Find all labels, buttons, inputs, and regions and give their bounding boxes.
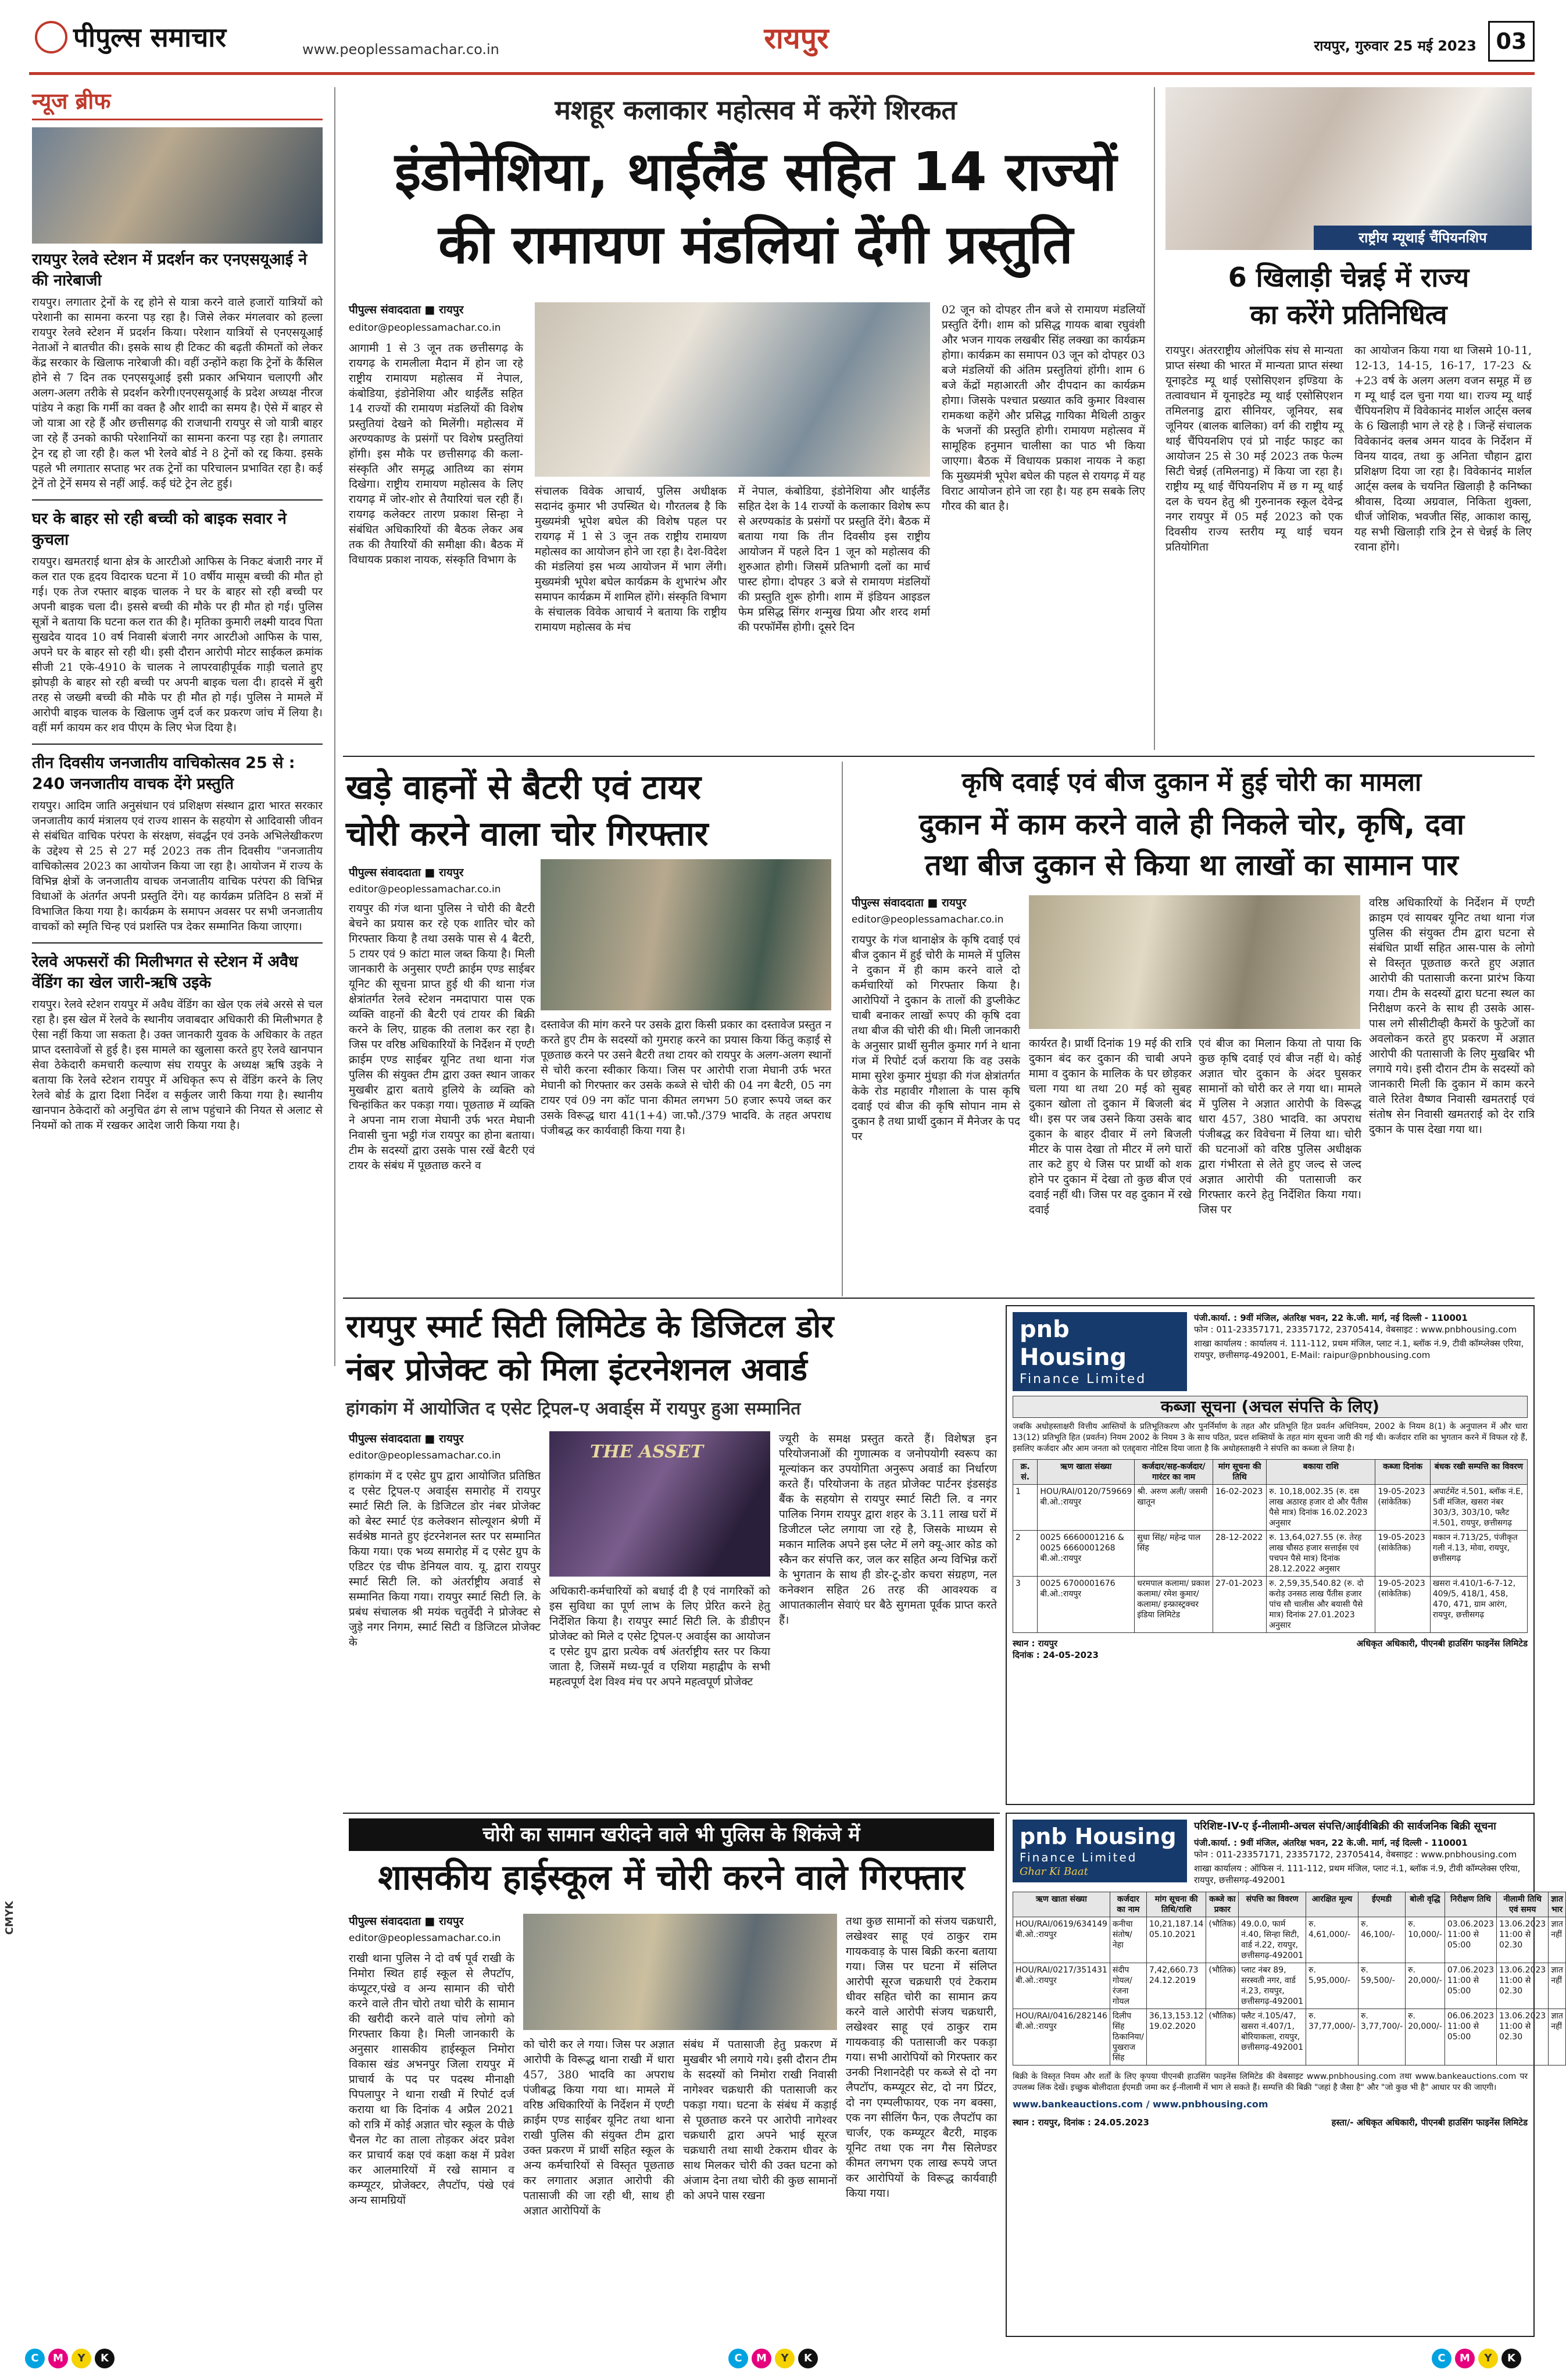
table-row <box>1013 1531 1528 1577</box>
table-cell: 1 <box>1013 1485 1038 1531</box>
pnb-branch-line: शाखा कार्यालय : कार्यालय नं. 111-112, प्रथम मंजिल, प्लाट नं.1, ब्लॉक नं.9, टीवी कॉम्प्लेक्स एरिया, रायपुर, छत्तीसगढ़-492001, E-Mail: raipur@pnbhousing.com <box>1194 1338 1524 1360</box>
cmyk-c: C <box>25 2349 45 2368</box>
table-cell: रु. 3,77,700/- <box>1358 2009 1406 2065</box>
brief-divider-3 <box>32 942 323 944</box>
pnb-brand-sub-2: Finance Limited <box>1020 1850 1138 1864</box>
paper-name: पीपुल्स समाचार <box>73 22 227 53</box>
paper-logo <box>35 19 279 56</box>
table-cell: रु. 4,61,000/- <box>1306 1917 1358 1963</box>
table-row <box>1013 1963 1566 2009</box>
pnb-auction-table <box>1013 1892 1566 2065</box>
table-cell: रु. 46,100/- <box>1358 1917 1406 1963</box>
dateline: रायपुर, गुरुवार 25 मई 2023 <box>1314 38 1476 54</box>
muay-thai-body-col2: का आयोजन किया गया था जिसमे 10-11, 12-13, 14-15, 16-17, 17-23 & +23 वर्ष के अलग अलग वजन समूह में छ ग म्यू थाई दल चुना गया था। राज्य म्यू थाई चैंपियनशिप में विवेकानंद मार्शल आर्ट्स क्लब के 6 खिलाड़ी भाग ले रहे है । जिन्हें संचालक विवेकानंद क्लब अमन यादव के निर्देशन में विनय यादव, तथा कु अनिता चौहान द्वारा प्रशिक्षण दिया जा रहा है। विवेकानंद मार्शल आर्ट्स क्लब के चयनित खिलाड़ी है कनिष्का श्रीवास, दिव्या अग्रवाल, निकिता शुक्ला, धीर्ज जोशिक, भवजीत सिंह, आकाश कासू, यह सभी खिलाड़ी रात्रि ट्रेन से चेन्नई के लिए रवाना होंगे। <box>1354 344 1532 553</box>
table-cell: 0025 6700001676 बी.ओ.:रायपुर <box>1038 1577 1135 1633</box>
battery-headline-2: चोरी करने वाला चोर गिरफ्तार <box>346 814 709 853</box>
cmyk-c: C <box>728 2349 748 2368</box>
table-cell: रु. 37,77,000/- <box>1306 2009 1358 2065</box>
muay-thai-headline-1: 6 खिलाड़ी चेन्नई में राज्य <box>1228 262 1470 293</box>
table-cell: रु. 20,000/- <box>1406 2009 1445 2065</box>
agri-byline: पीपुल्स संवाददाता ■ रायपुर <box>852 896 967 909</box>
agri-headline-1: कृषि दवाई एवं बीज दुकान में हुई चोरी का मामला <box>961 767 1422 797</box>
pnb-notice-title: कब्जा सूचना (अचल संपत्ति के लिए) <box>1013 1396 1528 1418</box>
agri-headline-2: दुकान में काम करने वाले ही निकले चोर, कृषि, दवा <box>919 807 1464 841</box>
smart-city-body-col2: अधिकारी-कर्मचारियों को बधाई दी है एवं नागरिकों को इस सुविधा का पूर्ण लाभ के लिए प्रेरित करने हेतु निर्देशित किया है। रायपुर स्मार्ट सिटी लि. के डीडीएन प्रोजेक्ट को मिले द एसेट ट्रिपल-ए अवार्ड्स का आयोजन द एसेट ग्रुप द्वारा प्रत्येक वर्ष अंतर्राष्ट्रीय स्तर पर किया जाता है, जिसमें मध्य-पूर्व व एशिया महाद्वीप के सभी महत्वपूर्ण देश विश्व मंच पर अपने महत्वपूर्ण प्रोजेक्ट <box>549 1585 770 1688</box>
ramayan-body-col1: आगामी 1 से 3 जून तक छत्तीसगढ़ के रायगढ़ के रामलीला मैदान में होन जा रहे राष्ट्रीय रामायण महोत्सव में नेपाल, कंबोडिया, इंडोनेशिया और थाईलैंड सहित 14 राज्यों की रामायण मंडलियों की विशेष प्रस्तुतियां देखने को मिलेंगी। महोत्सव में अरण्यकाण्ड के प्रसंगों पर विशेष प्रस्तुतियां होंगी। इस मौके पर छत्तीसगढ़ की कला-संस्कृति और समृद्ध आतिथ्य का संगम दिखेगा। राष्ट्रीय रामायण महोत्सव के लिए रायगढ़ में जोर-शोर से तैयारियां चल रही हैं। रायगढ़ कलेक्टर तारण प्रकाश सिन्हा ने संबंधित अधिकारियों की बैठक लेकर अब तक की तैयारियों की समीक्षा की। बैठक में विधायक प्रकाश नायक, संस्कृति विभाग के <box>349 342 523 566</box>
table-cell: रु. 13,64,027.55 (रु. तेरह लाख चौसठ हजार सत्ताईस एवं पचपन पैसे मात्र) दिनांक 28.12.2022 अनुसार <box>1267 1531 1375 1577</box>
pnb-brand-1: pnb Housing <box>1020 1316 1127 1371</box>
battery-headline-1: खड़े वाहनों से बैटरी एवं टायर <box>346 767 701 807</box>
cmyk-k: K <box>95 2349 115 2368</box>
table-cell: 27-01-2023 <box>1213 1577 1266 1633</box>
column-separator-left <box>334 87 335 1366</box>
pnb2-th-increment: बोली वृद्धि <box>1406 1892 1445 1917</box>
table-cell: 13.06.2023 11:00 से 02.30 <box>1497 1963 1549 2009</box>
table-cell: (भौतिक) <box>1206 2009 1239 2065</box>
table-cell: 03.06.2023 11:00 से 05:00 <box>1445 1917 1496 1963</box>
cmyk-marks-left <box>23 2349 116 2368</box>
table-cell: 10,21,187.14 05.10.2021 <box>1146 1917 1206 1963</box>
agri-body-col1: रायपुर के गंज थानाक्षेत्र के कृषि दवाई एवं बीज दुकान में हुई चोरी के मामले में पुलिस ने दुकान में ही काम करने वाले दो कर्मचारियों को गिरफ्तार किया है। आरोपियों ने दुकान के तालों की डुप्लीकेट चाबी बनाकर लाखों रूपए की कृषि दवा तथा बीज की चोरी की थी। मिली जानकारी के अनुसार प्रार्थी सुनील कुमार गर्ग ने थाना गंज में रिपोर्ट दर्ज कराया कि वह उसके मामा सुरेश कुमार मुंधड़ा की गंज क्षेत्रांतर्गत केके रोड महावीर गौशाला के पास कृषि दवाई एवं बीज की कृषि सोपान नाम से दुकान है तथा प्रार्थी दुकान में मैनेजर के पद पर <box>852 934 1020 1143</box>
table-cell: 7,42,660.73 24.12.2019 <box>1146 1963 1206 2009</box>
ramayan-headline-2: की रामायण मंडलियां देंगी प्रस्तुति <box>438 213 1073 276</box>
battery-accused-photo <box>541 859 831 1010</box>
table-cell: 3 <box>1013 1577 1038 1633</box>
pnb1-th-property: बंधक रखी सम्पत्ति का विवरण <box>1430 1460 1527 1485</box>
brief-headline-2: घर के बाहर सो रही बच्ची को बाइक सवार ने कुचला <box>32 510 287 549</box>
agri-seized-goods-photo <box>1029 895 1360 1029</box>
pnb2-place: स्थान : रायपुर, दिनांक : 24.05.2023 <box>1013 2117 1149 2128</box>
battery-email[interactable]: editor@peoplessamachar.co.in <box>349 884 501 895</box>
table-row <box>1013 1577 1528 1633</box>
table-cell: अपार्टमेंट नं.501, ब्लॉक नं.E, 5वीं मंजिल, खसरा नंबर 303/3, 303/10, फ्लैट नं.501, रायपुर, छत्तीसगढ़ <box>1430 1485 1527 1531</box>
cmyk-y: Y <box>1478 2349 1498 2368</box>
cmyk-c: C <box>1432 2349 1451 2368</box>
pnb-tagline: Ghar Ki Baat <box>1020 1866 1088 1878</box>
website-url[interactable]: www.peoplessamachar.co.in <box>302 41 499 58</box>
table-cell: 19-05-2023 (सांकेतिक) <box>1375 1531 1430 1577</box>
table-cell: ज्ञात नहीं <box>1549 1917 1566 1963</box>
brief-headline-3: तीन दिवसीय जनजातीय वाचिकोत्सव 25 से : 240 जनजातीय वाचक देंगे प्रस्तुति <box>32 754 295 793</box>
table-cell: ज्ञात नहीं <box>1549 2009 1566 2065</box>
table-cell: रु. 10,000/- <box>1406 1917 1445 1963</box>
ramayan-body-col3: में नेपाल, कंबोडिया, इंडोनेशिया और थाईलैंड सहित देश के 14 राज्यों के कलाकार विशेष रूप से अरण्यकांड के प्रसंगों पर प्रस्तुति देंगे। बैठक में बताया गया कि तीन दिवसीय इस राष्ट्रीय आयोजन में पहले दिन 1 जून को महोत्सव की शुरुआत होगी। जिसमें प्रतिभागी दलों का मार्च पास्ट होगा। दोपहर 3 बजे से रामायण मंडलियों की प्रस्तुति शुरू होगी। शाम में इंडियन आइडल फेम प्रसिद्ध सिंगर शन्मुख प्रिया और शरद शर्मा की परफॉर्मेंस होगी। दूसरे दिन <box>738 485 930 634</box>
table-cell: 2 <box>1013 1531 1038 1577</box>
cmyk-marks-center <box>727 2349 820 2368</box>
table-cell: 0025 6660001216 & 0025 6660001268 बी.ओ.:रायपुर <box>1038 1531 1135 1577</box>
pnb2-th-borrower: कर्जदार का नाम <box>1110 1892 1146 1917</box>
row-divider-2 <box>343 1298 1535 1299</box>
agri-body-col3: एवं बीज का मिलान किया तो पाया कि कुछ कृषि दवाई एवं बीज नहीं थे। कोई अज्ञात चोर दुकान के अंदर घुसकर सामानों को चोरी कर ले गया था। मामले में पुलिस ने अज्ञात आरोपी के विरूद्ध धारा 457, 380 भादवि. का अपराध पंजीबद्ध कर विवेचना में लिया था। चोरी की घटनाओं को वरिष्ठ पुलिस अधीक्षक द्वारा गंभीरता से लेते हुए जल्द से जल्द अज्ञात आरोपी की पतासाजी कर गिरफ्तार करने हेतु निर्देशित किया गया। जिस पर <box>1199 1037 1361 1216</box>
pnb-possession-table <box>1013 1459 1528 1633</box>
smart-city-subheadline: हांगकांग में आयोजित द एसेट ट्रिपल-ए अवार्ड्स में रायपुर हुआ सम्मानित <box>346 1399 801 1419</box>
pnb-appendix-title: परिशिष्ट-IV-ए ई-नीलामी-अचल संपत्ति/आईवीबिक्री की सार्वजनिक बिक्री सूचना <box>1194 1820 1496 1832</box>
column-separator-mid <box>1154 87 1155 750</box>
city-name: रायपुर <box>764 22 829 55</box>
ramayan-body-col2: संचालक विवेक आचार्य, पुलिस अधीक्षक सदानंद कुमार भी उपस्थित थे। गौरतलब है कि मुख्यमंत्री भूपेश बघेल की विशेष पहल पर रायगढ़ में 1 से 3 जून तक राष्ट्रीय रामायण महोत्सव का आयोजन होने जा रहा है। देश-विदेश की मंडलियां इस भव्य आयोजन में भाग लेंगी। मुख्यमंत्री भूपेश बघेल कार्यक्रम के शुभारंभ और समापन कार्यक्रम में शामिल होंगे। संस्कृति विभाग के संचालक विवेक आचार्य ने बताया कि राष्ट्रीय रामायण महोत्सव के मंच <box>535 485 727 634</box>
table-row <box>1013 2009 1566 2065</box>
table-cell: HOU/RAI/0217/351431 बी.ओ.:रायपुर <box>1013 1963 1110 2009</box>
smart-city-headline-2: नंबर प्रोजेक्ट को मिला इंटरनेशनल अवार्ड <box>346 1351 807 1388</box>
table-cell: कनीचा संतोष/ नेहा <box>1110 1917 1146 1963</box>
pnb2-th-inspection: निरीक्षण तिथि <box>1445 1892 1496 1917</box>
row-divider-1 <box>343 756 1535 757</box>
pnb2-th-auction: नीलामी तिथि एवं समय <box>1497 1892 1549 1917</box>
table-cell: (भौतिक) <box>1206 1917 1239 1963</box>
table-cell: संदीप गोयल/ रंजना गोयल <box>1110 1963 1146 2009</box>
table-cell: 36,13,153.12 19.02.2020 <box>1146 2009 1206 2065</box>
table-cell: रु. 20,000/- <box>1406 1963 1445 2009</box>
pnb-possession-notice <box>1006 1305 1535 1805</box>
table-cell: दिलीप सिंह ठिकानिया/ पुखराज सिंह <box>1110 2009 1146 2065</box>
table-cell: रु. 59,500/- <box>1358 1963 1406 2009</box>
news-brief-column <box>32 87 323 2337</box>
pnb2-th-demand: मांग सूचना की तिथि/राशि <box>1146 1892 1206 1917</box>
pnb2-contact-line: फोन : 011-23357171, 23357172, 23705414, वेबसाइट : www.pnbhousing.com <box>1194 1849 1517 1860</box>
brief-headline-4: रेलवे अफसरों की मिलीभगत से स्टेशन में अवैध वेंडिंग का खेल जारी-ऋषि उइके <box>32 953 298 992</box>
paper-logo-circle-icon <box>35 21 67 53</box>
smart-city-body-col3: ज्यूरी के समक्ष प्रस्तुत करते हैं। विशेषज्ञ इन परियोजनाओं की गुणात्मक व जनोपयोगी स्वरूप का मूल्यांकन कर उपयोगिता अनुरूप अवार्ड का निर्धारण करते हैं। परियोजना के तहत प्रोजेक्ट पार्टनर इंडसइंड बैंक के सहयोग से रायपुर स्मार्ट सिटी लि. व नगर पालिक निगम रायपुर द्वारा शहर के 3.11 लाख घरों में डिजीटल प्लेट लगाया जा रहे है, जिसके माध्यम से मकान मालिक अपने इस प्लेट में लगे क्यू-आर कोड को स्कैन कर संपत्ति कर, जल कर सहित अन्य विभिन्न करों के भुगतान के साथ ही डोर-टू-डोर कचरा संग्रहण, नल कनेक्शन सहित 26 तरह की आवश्यक व आपातकालीन सेवाएं घर बैठे सुगमता पूर्वक प्राप्त करते हैं। <box>779 1432 997 1627</box>
ramayan-kicker: मशहूर कलाकार महोत्सव में करेंगे शिरकत <box>555 94 957 126</box>
cmyk-m: M <box>48 2349 68 2368</box>
pnb2-th-possession: कब्जे का प्रकार <box>1206 1892 1239 1917</box>
brief-body-2: रायपुर। खमतराई थाना क्षेत्र के आरटीओ आफिस के निकट बंजारी नगर में कल रात एक हृदय विदारक घटना में 10 वर्षीय मासूम बच्ची की मौत हो गई। एक तेज रफ्तार बाइक चालक ने घर के बाहर सो रही बच्ची पर अपनी बाइक चला दी। इससे बच्ची की मौके पर ही मौत हो गई। पुलिस सूत्रों ने बताया कि घटना कल रात की है। मृतिका कुमारी लक्ष्मी यादव पिता सुखदेव यादव 10 वर्ष निवासी बंजारी नगर आरटीओ आफिस के पास, अपने घर के बाहर सो रही थी। इसी दौरान आरोपी मोटर साईकल क्रमांक सीजी 21 एके-4910 के चालक ने लापरवाहीपूर्वक गाड़ी चलाते हुए झोपड़ी के बाहर सो रही बच्ची पर अपनी बाइक चला दी। हादसे में बुरी तरह से जख्मी बच्ची की मौके पर ही मौत हो गई। पुलिस ने मामले में आरोपी बाइक चालक के खिलाफ जुर्म दर्ज कर प्रकरण जांच में लिया है। वहीं मर्ग कायम कर शव पीएम के लिए भेज दिया है। <box>32 555 323 734</box>
pnb-office-line1: पंजी.कार्या. : 9वीं मंजिल, अंतरिक्ष भवन, 22 के.जी. मार्ग, नई दिल्ली - 110001 <box>1194 1313 1468 1323</box>
cmyk-m: M <box>1455 2349 1475 2368</box>
muay-thai-photo-caption: राष्ट्रीय म्यूथाई चैंपियनशिप <box>1314 226 1532 250</box>
agri-headline-3: तथा बीज दुकान से किया था लाखों का सामान पार <box>925 848 1458 882</box>
pnb2-th-loan: ऋण खाता संख्या <box>1013 1892 1110 1917</box>
brief-body-1: रायपुर। लगातार ट्रेनों के रद्द होने से यात्रा करने वाले हजारों यात्रियों को परेशानी का सामना करना पड़ रहा है। जिसे लेकर मंगलवार को हल्ला रायपुर रेलवे स्टेशन में प्रदर्शन किया। परेशान यात्रियों से एनएसयूआई नेताओं ने बातचीत की। इसके साथ ही टिकट की बढ़ती कीमतों को लेकर केंद्र सरकार के खिलाफ नारेबाजी की। वहीं उन्होंने कहा कि ट्रेनों के कैंसिल होने से 7 दिन तक एनएसयूआई इसी प्रकार अभियान चलाएगी और अलग-अलग तरीके से प्रदर्शन करेगी।एनएसयूआई के प्रदेश अध्यक्ष नीरज पांडेय ने कहा कि गर्मी का वक्त है और शादी का समय है। ऐसे में बाहर से जो यात्रा आ रहे हैं और छत्तीसगढ़ की राजधानी रायपुर से जो यात्री बाहर जा रहे हैं उनको काफी परेशानियों का सामना करना पड़ रहा है। लगातार ट्रेन रद्द हो जा रही है। कल भी रेलवे बोर्ड ने 8 ट्रेनों को रद्द किया. इसके पहले भी लगातार सप्ताह भर तक ट्रेनों का परिचालन प्रभावित रहा है। कई ट्रेनें तो ट्रेनें समय से नहीं आई. कई घंटे ट्रेन लेट हुई। <box>32 296 323 490</box>
cmyk-y: Y <box>71 2349 91 2368</box>
cmyk-y: Y <box>775 2349 795 2368</box>
pnb2-th-reserve: आरक्षित मूल्य <box>1306 1892 1358 1917</box>
pnb1-th-demand-date: मांग सूचना की तिथि <box>1213 1460 1266 1485</box>
table-row <box>1013 1917 1566 1963</box>
school-theft-accused-photo <box>523 1914 837 2030</box>
ramayan-email[interactable]: editor@peoplessamachar.co.in <box>349 322 501 334</box>
pnb-brand-2: pnb Housing <box>1020 1824 1177 1849</box>
cmyk-m: M <box>752 2349 771 2368</box>
smart-city-byline: पीपुल्स संवाददाता ■ रायपुर <box>349 1432 464 1445</box>
pnb-office-line2: फोन : 011-23357171, 23357172, 23705414, वेबसाइट : www.pnbhousing.com <box>1194 1324 1517 1335</box>
smart-city-email[interactable]: editor@peoplessamachar.co.in <box>349 1450 501 1461</box>
column-separator-battery <box>842 762 843 1296</box>
brief-body-3: रायपुर। आदिम जाति अनुसंधान एवं प्रशिक्षण संस्थान द्वारा भारत सरकार जनजातीय कार्य मंत्रालय एवं राज्य शासन के सहयोग से आदिवासी जीवन से संबंधित वाचिक परंपरा के संरक्षण, संवर्द्धन एवं उनके अभिलेखीकरण के उद्देश्य से 25 से 27 मई 2023 तक तीन दिवसीय "जनजातीय वाचिकोत्सव 2023 का आयोजन किया जा रहा है। आयोजन में राज्य के विभिन्न क्षेत्रों के जनजातीय वाचक जनजातीय वाचिक परंपरा की विभिन्न विधाओं के अंतर्गत अपनी प्रस्तुति देंगे। यह कार्यक्रम प्रतिदिन 8 सत्रों में विभाजित किया गया है। कार्यक्रम के समापन अवसर पर सभी जनजातीय वाचकों को स्मृति चिन्ह एवं प्रशस्ति पत्र देकर सम्मानित किया जाएगा। <box>32 799 323 933</box>
pnb1-th-possession-date: कब्जा दिनांक <box>1375 1460 1430 1485</box>
smart-city-headline-1: रायपुर स्मार्ट सिटी लिमिटेड के डिजिटल डोर <box>346 1308 834 1345</box>
ramayan-headline-1: इंडोनेशिया, थाईलैंड सहित 14 राज्यों <box>395 141 1117 203</box>
ramayan-byline: पीपुल्स संवाददाता ■ रायपुर <box>349 303 464 316</box>
table-cell: रु. 2,59,35,540.82 (रु. दो करोड़ उनसठ लाख पैंतीस हजार पांच सौ चालीस और बयासी पैसे मात्र) दिनांक 27.01.2023 अनुसार <box>1267 1577 1375 1633</box>
table-cell: 07.06.2023 11:00 से 05:00 <box>1445 1963 1496 2009</box>
pnb1-th-sn: क्र. सं. <box>1013 1460 1038 1485</box>
brief-divider-2 <box>32 744 323 745</box>
pnb2-th-property: संपत्ति का विवरण <box>1239 1892 1306 1917</box>
table-row <box>1013 1485 1528 1531</box>
pnb2-branch-line: शाखा कार्यालय : ऑफिस नं. 111-112, प्रथम मंजिल, प्लाट नं.1, ब्लॉक नं.9, टीवी कॉम्प्लेक्स एरिया, रायपुर, छत्तीसगढ़-492001 <box>1194 1863 1521 1885</box>
table-cell: फ्लैट नं.105/47, खसरा नं.407/1, बोरियाकला, रायपुर, छत्तीसगढ़-492001 <box>1239 2009 1306 2065</box>
table-cell: 28-12-2022 <box>1213 1531 1266 1577</box>
school-theft-body-col3: संबंध में पतासाजी हेतु प्रकरण में मुखबीर भी लगाये गये। इसी दौरान टीम के सदस्यों को निमोरा राखी निवासी नागेश्वर चक्रधारी की पतासाजी कर पकड़ा गया। घटना के संबंध में कड़ाई से पूछताछ करने पर आरोपी नागेश्वर चक्रधारी द्वारा अपने भाई सूरज चक्रधारी तथा साथी टेकराम धीवर के साथ मिलकर चोरी की उक्त घटना को अंजाम देना तथा चोरी की कुछ सामानों को अपने पास रखना <box>683 2038 837 2202</box>
pnb1-signatory: अधिकृत अधिकारी, पीएनबी हाउसिंग फाइनेंस लिमिटेड <box>1356 1638 1528 1649</box>
brief-body-4: रायपुर। रेलवे स्टेशन रायपुर में अवैध वेंडिंग का खेल एक लंबे अरसे से चल रहा है। इस खेल में रेलवे के स्थानीय जवाबदार अधिकारी की मिलीभगत है ऐसा नहीं किया जा सकता है। उक्त जानकारी युवक के अधिकार के तहत प्राप्त दस्तावेजों से हुई है। इस मामले का खुलासा करते हुए रेलवे खानपान सेवा ठेकेदारी कमचारी कल्याण संघ रायपुर के अध्यक्ष ऋषि उइके ने बताया कि रेलवे स्टेशन रायपुर में अधिकृत रूप से वेंडिंग करने के लिए रेलवे बोर्ड के द्वारा दिशा निर्देश व सर्कुलर जारी किया गया है। स्थानीय खानपान ठेकेदारों को अनुचित ढंग से लाभ पहुंचाने की नियत से अलाट से नियमों को ताक में रखकर आदेश जारी किया गया है। <box>32 998 323 1132</box>
table-cell: (भौतिक) <box>1206 1963 1239 2009</box>
school-theft-body-col4: तथा कुछ सामानों को संजय चक्रधारी, लखेश्वर साहू एवं ठाकुर राम गायकवाड़ के पास बिक्री करना बताया गया। जिस पर घटना में संलिप्त आरोपी सूरज चक्रधारी एवं टेकराम धीवर सहित चोरी का सामान क्रय करने वाले आरोपी संजय चक्रधारी, लखेश्वर साहू एवं ठाकुर राम गायकवाड़ की पतासाजी कर पकड़ा गया। सभी आरोपियों को गिरफ्तार कर उनकी निशानदेही पर कब्जे से दो नग लैपटॉप, कम्प्यूटर सेट, दो नग प्रिंटर, दो नग एम्पलीफायर, एक नग बक्सा, एक नग सीलिंग फैन, एक लैपटॉप का चार्जर, एक कम्प्यूटर बैटरी, माइक यूनिट तथा एक नग गैस सिलेण्डर कीमत लगभग एक लाख रूपये जप्त कर आरोपियों के विरूद्ध कार्यवाही किया गया। <box>846 1915 997 2200</box>
table-cell: 16-02-2023 <box>1213 1485 1266 1531</box>
pnb1-th-loan: ऋण खाता संख्या <box>1038 1460 1135 1485</box>
school-theft-headline: शासकीय हाईस्कूल में चोरी करने वाले गिरफ्तार <box>378 1857 965 1898</box>
table-cell: 06.06.2023 11:00 से 05:00 <box>1445 2009 1496 2065</box>
cmyk-side-label: CMYK <box>3 1901 16 1935</box>
smart-city-award-photo <box>549 1431 770 1577</box>
table-cell: खसरा नं.410/1-6-7-12, 409/5, 418/1, 458, 470, 471, ग्राम आरंग, रायपुर, छत्तीसगढ़ <box>1430 1577 1527 1633</box>
pnb-logo-1 <box>1013 1312 1187 1391</box>
table-cell: श्री. अरुण अली/ जसमी खातून <box>1135 1485 1213 1531</box>
table-cell: 19-05-2023 (सांकेतिक) <box>1375 1577 1430 1633</box>
table-cell: HOU/RAI/0120/759669 बी.ओ.:रायपुर <box>1038 1485 1135 1531</box>
brief-headline-1: रायपुर रेलवे स्टेशन में प्रदर्शन कर एनएसयूआई ने की नारेबाजी <box>32 251 308 290</box>
table-cell: HOU/RAI/0416/282146 बी.ओ.:रायपुर <box>1013 2009 1110 2065</box>
cmyk-marks-right <box>1430 2349 1523 2368</box>
cmyk-k: K <box>1501 2349 1521 2368</box>
ramayan-meeting-photo <box>535 302 930 477</box>
pnb1-th-borrower: कर्जदार/सह-कर्जदार/गारंटर का नाम <box>1135 1460 1213 1485</box>
brief-divider-1 <box>32 499 323 501</box>
muay-thai-body-col1: रायपुर। अंतरराष्ट्रीय ओलंपिक संघ से मान्यता प्राप्त संस्था की भारत में मान्यता प्राप्त संस्था यूनाइटेड म्यू थाई एसोसिएशन इण्डिया के तत्वावधान में यूनाइटेड म्यू थाई एसोसिएशन तमिलनाडु द्वारा सीनियर, जूनियर, सब जूनियर (बालक बालिका) वर्ग की राष्ट्रीय म्यू थाई चैंपियनशिप एवं प्रो नाईट फाइट का आयोजन 25 से 30 मई 2023 तक फेल्म सिटी चेन्नई (तमिलनाडु) में किया जा रहा है। राष्ट्रीय म्यू थाई चैंपियनशिप में छ ग म्यू थाई दल के चयन हेतु श्री गुरुनानक स्कूल देवेन्द्र नगर रायपुर में 05 मई 2023 को एक दिवसीय राज्य स्तरीय म्यू थाई चयन प्रतियोगिता <box>1165 344 1343 553</box>
school-theft-body-col2: को चोरी कर ले गया। जिस पर अज्ञात आरोपी के विरूद्ध थाना राखी में धारा 457, 380 भादवि का अपराध पंजीबद्ध किया गया था। मामले में वरिष्ठ अधिकारियों के निर्देशन में एण्टी क्राईम एण्ड साईबर यूनिट तथा थाना राखी पुलिस की संयुक्त टीम द्वारा उक्त प्रकरण में प्रार्थी सहित स्कूल के अन्य कर्मचारियों से विस्तृत पूछताछ कर लगातार अज्ञात आरोपी की पतासाजी की जा रही थी, साथ ही अज्ञात आरोपियों के <box>523 2038 674 2217</box>
page-number <box>1488 21 1535 62</box>
battery-body-col2: दस्तावेज की मांग करने पर उसके द्वारा किसी प्रकार का दस्तावेज प्रस्तुत न करते हुए टीम के सदस्यों को गुमराह करने का प्रयास किया किंतु कड़ाई से पूछताछ करने पर उसने बैटरी तथा टायर को रायपुर के अलग-अलग स्थानों से चोरी करना स्वीकार किया। जिस पर आरोपी राजा मेघानी उर्फ भरत मेघानी को गिरफ्तार कर उसके कब्जे से चोरी की 04 नग बैटरी, 05 नग टायर एवं 09 नग कॉट पाना कीमत लगभग 50 हजार रूपये जब्त कर उसके विरूद्ध धारा 41(1+4) जा.फौ./379 भादवि. के तहत अपराध पंजीबद्ध कर कार्यवाही किया गया है। <box>541 1019 831 1137</box>
table-cell: धरमपाल कलामा/ प्रकाश कलामा/ रमेश कुमार/ कलामा/ इन्फ्रास्ट्रक्चर इंडिया लिमिटेड <box>1135 1577 1213 1633</box>
table-cell: रु. 5,95,000/- <box>1306 1963 1358 2009</box>
table-cell: रु. 10,18,002.35 (रु. दस लाख अठारह हजार दो और पैंतीस पैसे मात्र) दिनांक 16.02.2023 अनुसार <box>1267 1485 1375 1531</box>
pnb-notice-text: जबकि अधोहस्ताक्षरी वित्तीय आस्तियों के प्रतिभूतिकरण और पुनर्निर्माण के तहत और प्रतिभूति हित प्रवर्तन अधिनियम, 2002 के नियम 8(1) के अनुपालन में और धारा 13(12) प्रतिभूति हित (प्रवर्तन) नियम 2002 के नियम 3 के साथ पठित, प्रदत्त शक्तियों के तहत मांग सूचना जारी की गई थी। कर्जदार राशि का भुगतान करने में विफल रहे हैं, इसलिए कर्जदार और आम जनता को एतद्द्वारा नोटिस दिया जाता है कि अधोहस्ताक्षरी ने संपत्ति का कब्जा ले लिया है। <box>1013 1422 1528 1453</box>
pnb-brand-sub-1: Finance Limited <box>1020 1372 1147 1386</box>
page-number-value: 03 <box>1496 28 1527 54</box>
news-brief-label: न्यूज ब्रीफ <box>32 87 323 120</box>
pnb-auction-notice <box>1006 1813 1563 2337</box>
school-theft-body-col1: राखी थाना पुलिस ने दो वर्ष पूर्व राखी के निमोरा स्थित हाई स्कूल से लैपटॉप, कंप्यूटर,पंखे व अन्य सामान की चोरी करने वाले तीन चोरो तथा चोरी के सामान की खरीदी करने वाले पांच लोगो को गिरफ्तार किया है। मिली जानकारी के अनुसार शासकीय हाईस्कूल निमोरा विकास खंड अभनपुर जिला रायपुर में प्राचार्य के पद पर पदस्थ मीनाक्षी पिपलापुर ने थाना राखी में रिपोर्ट दर्ज कराया था कि दिनांक 4 अप्रैल 2021 को रात्रि में कोई अज्ञात चोर स्कूल के पीछे चैनल गेट का ताला तोड़कर अंदर प्रवेश कर प्राचार्य कक्ष एवं कक्षा कक्ष में प्रवेश कर आलमारियों में रखे सामान व कम्प्यूटर, प्रोजेक्टर, लैपटॉप, पंखे एवं अन्य सामग्रियों <box>349 1952 514 2207</box>
school-theft-email[interactable]: editor@peoplessamachar.co.in <box>349 1932 501 1944</box>
table-cell: 49.0.0, फार्म नं.40, सिन्हा सिटी, वार्ड नं.22, रायपुर, छत्तीसगढ़-492001 <box>1239 1917 1306 1963</box>
table-cell: प्लाट नंबर 89, सरस्वती नगर, वार्ड नं.23, रायपुर, छत्तीसगढ़-492001 <box>1239 1963 1306 2009</box>
pnb2-signatory: हस्ता/- अधिकृत अधिकारी, पीएनबी हाउसिंग फाइनेंस लिमिटेड <box>1331 2117 1528 2128</box>
table-cell: 19-05-2023 (सांकेतिक) <box>1375 1485 1430 1531</box>
table-cell: सुधा सिंह/ महेन्द्र पाल सिंह <box>1135 1531 1213 1577</box>
masthead-rule <box>29 72 1535 75</box>
pnb-logo-2 <box>1013 1820 1187 1882</box>
smart-city-body-col1: हांगकांग में द एसेट ग्रुप द्वारा आयोजित प्रतिष्ठित द एसेट ट्रिपल-ए अवार्ड्स समारोह में रायपुर स्मार्ट सिटी लि. के डिजिटल डोर नंबर प्रोजेक्ट को बेस्ट स्मार्ट एंड कलेक्शन सोल्यूशन श्रेणी में सर्वश्रेष्ठ मानते हुए इंटरनेशनल स्तर पर सम्मानित किया गया। एक भव्य समारोह में द एसेट ग्रुप के एडिटर एंड चीफ डेनियल वाय. यू. द्वारा रायपुर स्मार्ट सिटी लि. को अंतर्राष्ट्रीय अवार्ड से सम्मानित किया गया। रायपुर स्मार्ट सिटी लि. के प्रबंध संचालक श्री मयंक चतुर्वेदी ने प्रोजेक्ट से जुड़े नगर निगम, स्मार्ट सिटी व डिजिटल प्रोजेक्ट के <box>349 1470 541 1649</box>
row-divider-3 <box>343 1813 1000 1814</box>
nsui-protest-photo <box>32 127 323 244</box>
agri-email[interactable]: editor@peoplessamachar.co.in <box>852 914 1004 925</box>
agri-body-col4: वरिष्ठ अधिकारियों के निर्देशन में एण्टी क्राइम एवं सायबर यूनिट तथा थाना गंज पुलिस की संयुक्त टीम द्वारा घटना से संबंधित प्रार्थी सहित आस-पास के लोगो से विस्तृत पूछताछ करते हुए अज्ञात आरोपी की पतासाजी करना प्रारंभ किया गया। टीम के सदस्यों द्वारा घटना स्थल का निरीक्षण करने के साथ ही उसके आस-पास लगे सीसीटीव्ही कैमरों के फुटेजों का अवलोकन करते हुए प्रकरण में अज्ञात आरोपी की पतासाजी के लिए मुखबिर भी लगाये गये। इसी दौरान टीम के सदस्यों को जानकारी मिली कि दुकान में काम करने वाले रितेश वैष्णव निवासी खमतराई एवं संतोष सेन निवासी खमतराई को देर रात्रि दुकान के पास देखा गया था। <box>1369 896 1535 1136</box>
table-cell: HOU/RAI/0619/634149 बी.ओ.:रायपुर <box>1013 1917 1110 1963</box>
school-theft-byline: पीपुल्स संवाददाता ■ रायपुर <box>349 1915 464 1928</box>
cmyk-k: K <box>798 2349 818 2368</box>
masthead <box>0 0 1557 76</box>
agri-body-col2: कार्यरत है। प्रार्थी दिनांक 19 मई की रात्रि दुकान बंद कर दुकान की चाबी अपने मामा व दुकान के मालिक के घर छोड़कर चला गया था तथा 20 मई को सुबह दुकान खोला तो दुकान में बिजली बंद थी। इस पर जब उसने किया उसके बाद दुकान के बाहर दीवार में लगे बिजली मीटर के पास देखा तो मीटर में लगे घारों तार कटे हुए थे जिस पर प्रार्थी को शक होने पर दुकान में देखा तो कुछ बीज एवं दवाई नहीं थी। जिस पर वह दुकान में रखे दवाई <box>1029 1037 1192 1216</box>
school-theft-kicker: चोरी का सामान खरीदने वाले भी पुलिस के शिकंजे में <box>349 1818 994 1851</box>
pnb1-place: स्थान : रायपुर <box>1013 1638 1058 1649</box>
pnb2-th-emd: ईएमडी <box>1358 1892 1406 1917</box>
pnb1-th-outstanding: बकाया राशि <box>1267 1460 1375 1485</box>
muay-thai-headline-2: का करेंगे प्रतिनिधित्व <box>1250 299 1447 330</box>
table-cell: 13.06.2023 11:00 से 02.30 <box>1497 2009 1549 2065</box>
table-cell: ज्ञात नहीं <box>1549 1963 1566 2009</box>
battery-byline: पीपुल्स संवाददाता ■ रायपुर <box>349 866 464 879</box>
pnb1-date: दिनांक : 24-05-2023 <box>1013 1650 1099 1660</box>
ramayan-body-col4: 02 जून को दोपहर तीन बजे से रामायण मंडलियों प्रस्तुति देंगी। शाम को प्रसिद्ध गायक बाबा रघुवंशी और भजन गायक लखबीर सिंह लक्खा का कार्यक्रम होगा। कार्यक्रम का समापन 03 जून को दोपहर 03 बजे मंडलियों की अंतिम प्रस्तुतियां होंगी। शाम 6 बजे केंद्रों महाआरती और दीपदान का कार्यक्रम होगा। जिसके पश्चात प्रख्यात कवि कुमार विश्वास रामकथा कहेंगे और प्रसिद्ध गायिका मैथिली ठाकुर के भजनों की प्रस्तुति होगी। रामायण महोत्सव में सामूहिक हनुमान चालीसा का पाठ भी किया जाएगा। बैठक में विधायक प्रकाश नायक ने कहा कि मुख्यमंत्री भूपेश बघेल की पहल से रायगढ़ में यह विराट आयोजन होने जा रहा है। यह हम सबके लिए गौरव की बात है। <box>942 303 1145 513</box>
pnb2-website-line[interactable]: www.bankeauctions.com / www.pnbhousing.com <box>1013 2099 1268 2110</box>
pnb2-office-line: पंजी.कार्या. : 9वीं मंजिल, अंतरिक्ष भवन, 22 के.जी. मार्ग, नई दिल्ली - 110001 <box>1194 1838 1468 1848</box>
battery-body-col1: रायपुर की गंज थाना पुलिस ने चोरी की बैटरी बेचने का प्रयास कर रहे एक शातिर चोर को गिरफ्तार किया है तथा उसके पास से 4 बैटरी, 5 टायर एवं 9 कांटा माल जब्त किया है। मिली जानकारी के अनुसार एण्टी क्राईम एण्ड साईबर यूनिट की सूचना प्राप्त हुई थी की थाना गंज क्षेत्रांतर्गत रेलवे स्टेशन नमदापारा पास एक व्यक्ति वाहनों की बैटरी एवं टायर की बिक्री करने के लिए, ग्राहक की तलाश कर रहा है। जिस पर वरिष्ठ अधिकारियों के निर्देशन में एण्टी क्राईम एण्ड साईबर यूनिट तथा थाना गंज पुलिस की संयुक्त टीम द्वारा उक्त स्थान जाकर मुखबीर द्वारा बताये हुलिये के व्यक्ति को चिन्हांकित कर पकड़ा गया। पूछताछ में व्यक्ति ने अपना नाम राजा मेघानी उर्फ भरत मेघानी निवासी चुना भट्ठी गंज रायपुर का होना बताया। टीम के सदस्यों द्वारा उसके पास रखें बैटरी एवं टायर के संबंध में पूछताछ करने व <box>349 902 535 1172</box>
pnb2-terms: बिक्री के विस्तृत नियम और शर्तों के लिए कृपया पीएनबी हाउसिंग फाइनेंस लिमिटेड की वेबसाइट www.pnbhousing.com तथा www.bankeauctions.com पर उपलब्ध लिंक देखें। इच्छुक बोलीदाता ईएमडी जमा कर ई-नीलामी में भाग ले सकते हैं। सम्पत्ति की बिक्री "जहां है जैसा है" और "जो कुछ भी है" आधार पर की जाएगी। <box>1013 2072 1528 2092</box>
table-cell: मकान नं.713/25, पंजीकृत गली नं.13, मोवा, रायपुर, छत्तीसगढ़ <box>1430 1531 1527 1577</box>
table-cell: 13.06.2023 11:00 से 02.30 <box>1497 1917 1549 1963</box>
pnb2-th-encumbrance: ज्ञात भार <box>1549 1892 1566 1917</box>
award-backdrop-text: THE ASSET <box>590 1442 704 1462</box>
